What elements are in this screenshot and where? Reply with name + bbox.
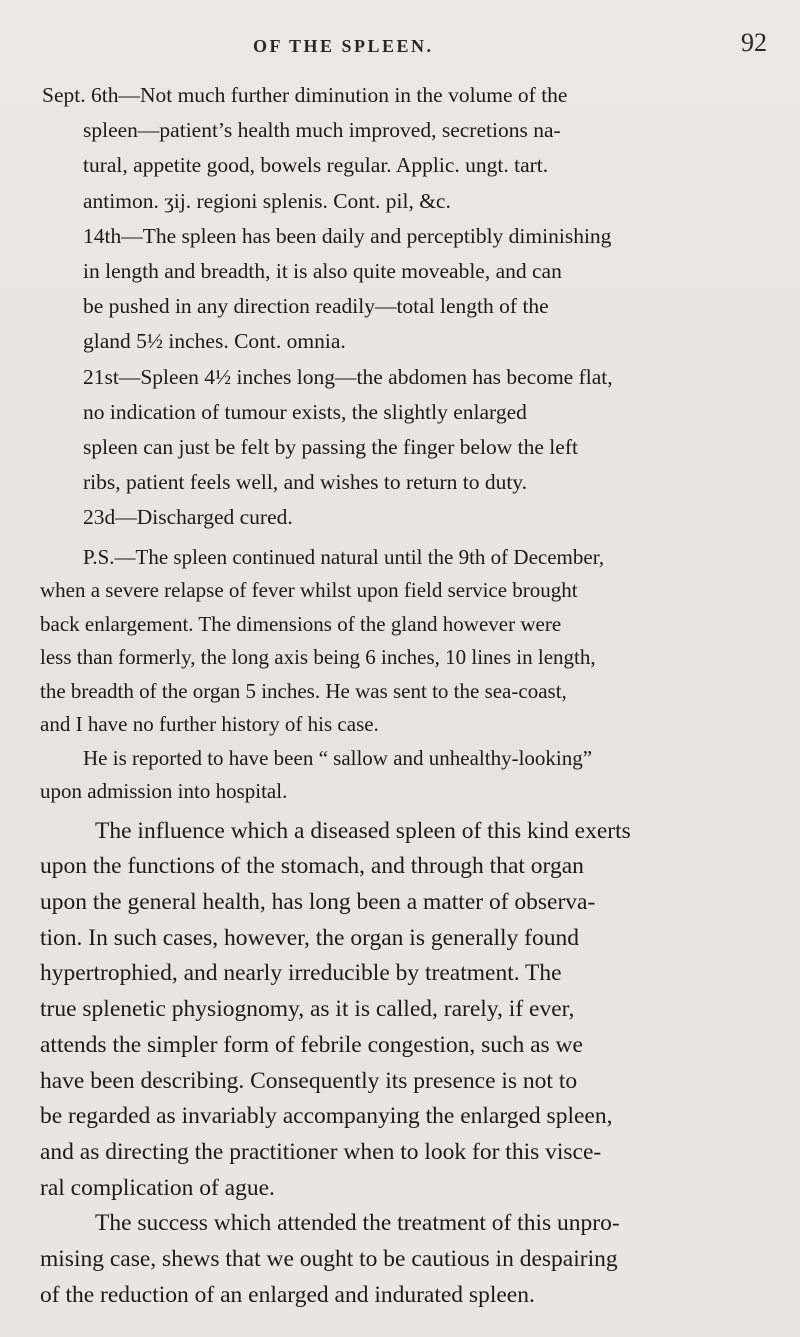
text-line: tural, appetite good, bowels regular. Applic. ungt. tart.: [83, 153, 549, 178]
text-line: of the reduction of an enlarged and indurated spleen.: [40, 1281, 535, 1308]
postscript: [40, 541, 770, 809]
case-entry-14th: [40, 219, 770, 360]
page-number: 92: [741, 28, 767, 57]
text-line: and I have no further history of his case.: [40, 712, 379, 737]
text-line: upon the general health, has long been a matter of observa-: [40, 889, 596, 916]
text-line: the breadth of the organ 5 inches. He was sent to the sea-coast,: [40, 678, 567, 703]
text-line: have been describing. Consequently its presence is not to: [40, 1067, 578, 1094]
text-line: upon the functions of the stomach, and through that organ: [40, 853, 584, 880]
text-line: 14th—The spleen has been daily and perceptibly diminishing: [83, 223, 612, 248]
text-line: true splenetic physiognomy, as it is called, rarely, if ever,: [40, 996, 575, 1023]
text-line: hypertrophied, and nearly irreducible by treatment. The: [40, 960, 562, 987]
text-line: and as directing the practitioner when to look for this visce-: [40, 1138, 602, 1165]
commentary: [40, 814, 770, 1314]
main-text: [40, 78, 770, 1313]
text-line: in length and breadth, it is also quite moveable, and can: [83, 259, 562, 284]
text-line: He is reported to have been “ sallow and unhealthy-looking”: [83, 745, 593, 770]
text-line: The success which attended the treatment of this unpro-: [95, 1210, 620, 1237]
text-line: upon admission into hospital.: [40, 779, 288, 804]
text-line: Sept. 6th—Not much further diminution in the volume of the: [42, 83, 568, 107]
case-entry-21st: [40, 360, 770, 501]
text-line: less than formerly, the long axis being 6 inches, 10 lines in length,: [40, 645, 596, 670]
text-line: be pushed in any direction readily—total length of the: [83, 294, 549, 319]
running-head: OF THE SPLEEN.: [253, 36, 434, 56]
text-line: attends the simpler form of febrile congestion, such as we: [40, 1031, 583, 1058]
case-entry-sept-6: [40, 78, 770, 219]
text-line: spleen—patient’s health much improved, secretions na-: [83, 118, 561, 143]
text-line: ribs, patient feels well, and wishes to return to duty.: [83, 470, 528, 495]
text-line: antimon. ʒij. regioni splenis. Cont. pil, &c.: [83, 188, 451, 213]
text-line: The influence which a diseased spleen of this kind exerts: [95, 817, 631, 844]
text-line: 23d—Discharged cured.: [83, 505, 293, 530]
text-line: back enlargement. The dimensions of the gland however were: [40, 611, 562, 636]
text-line: gland 5½ inches. Cont. omnia.: [83, 329, 346, 354]
page-header: [0, 28, 800, 78]
text-line: P.S.—The spleen continued natural until the 9th of December,: [83, 544, 605, 569]
text-line: ral complication of ague.: [40, 1174, 275, 1201]
text-line: when a severe relapse of fever whilst upon field service brought: [40, 578, 578, 603]
text-line: 21st—Spleen 4½ inches long—the abdomen has become flat,: [83, 364, 613, 389]
text-line: no indication of tumour exists, the slightly enlarged: [83, 399, 527, 424]
text-line: spleen can just be felt by passing the finger below the left: [83, 435, 578, 460]
text-line: tion. In such cases, however, the organ is generally found: [40, 924, 579, 951]
text-line: be regarded as invariably accompanying the enlarged spleen,: [40, 1103, 613, 1130]
text-line: mising case, shews that we ought to be cautious in despairing: [40, 1246, 618, 1273]
case-entry-23d: [40, 500, 770, 535]
